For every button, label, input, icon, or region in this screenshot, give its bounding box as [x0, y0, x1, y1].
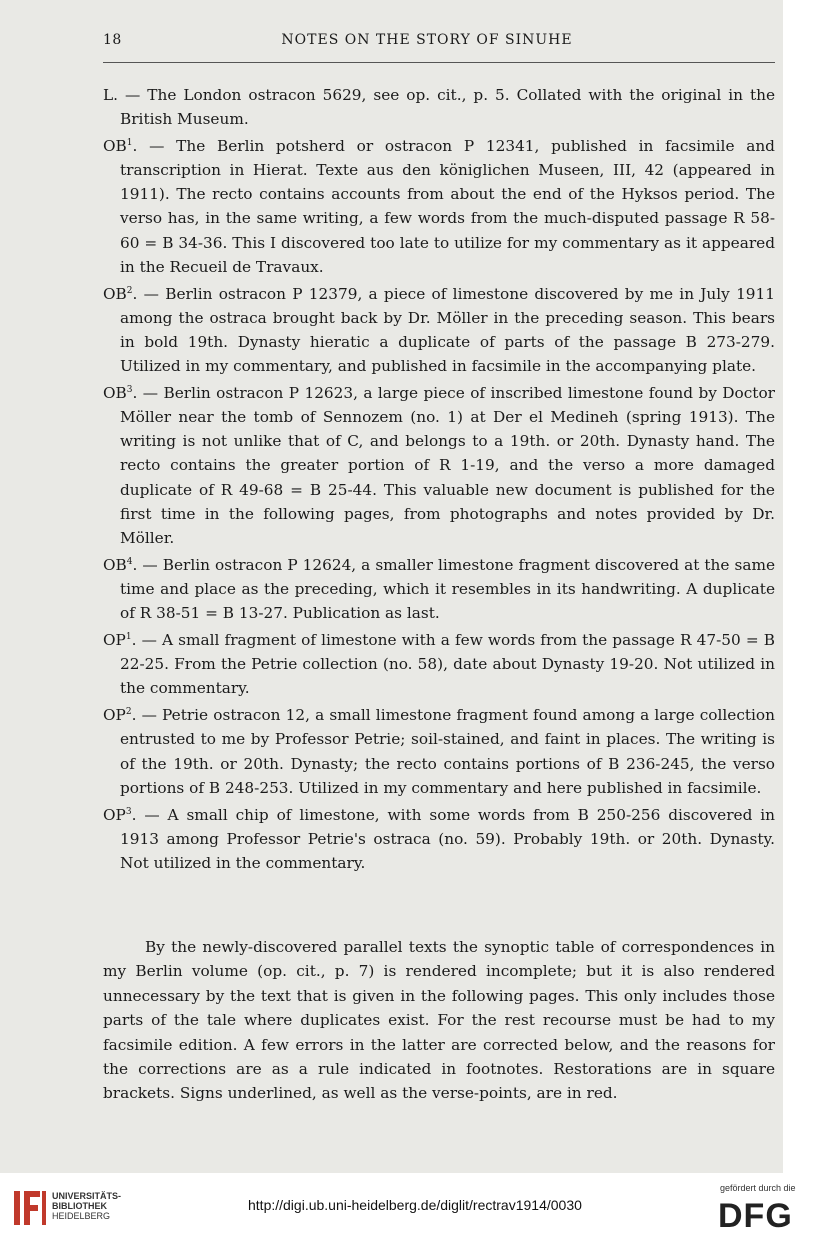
siglum-entry-l: L. — The London ostracon 5629, see op. cit., p. 5. Collated with the original in the British Museum.	[103, 86, 775, 129]
entry-text: Berlin ostracon P 12623, a large piece of inscribed limestone found by Doctor Möller near the tomb of Sennozem (no. 1) at Der el Medineh (spring 1913). The writing is not unlike that of C, and belongs to a 19th. or 20th. Dynasty hand. The recto contains the greater portion of R 1-19, and the verso a more damaged duplicate of R 49-68 = B 25-44. This valuable new document is published for the first time in the following pages, from photographs and notes provided by Dr. Möller.	[120, 384, 775, 547]
siglum: $OP^2$.	[103, 706, 137, 725]
running-title: NOTES ON THE STORY OF SINUHE	[281, 32, 573, 48]
permalink[interactable]: http://digi.ub.uni-heidelberg.de/diglit/rectrav1914/0030	[248, 1197, 582, 1213]
page-number: 18	[103, 32, 122, 48]
running-header	[103, 30, 751, 56]
sigla-list	[103, 80, 775, 875]
entry-text: Berlin ostracon P 12624, a smaller limestone fragment discovered at the same time and place as the preceding, which it resembles in its handwriting. A duplicate of R 38-51 = B 13-27. Publication as last.	[120, 555, 776, 622]
library-name: UNIVERSITÄTS- BIBLIOTHEK HEIDELBERG	[52, 1191, 122, 1221]
entry-text: The Berlin potsherd or ostracon P 12341, published in facsimile and transcription in Hierat. Texte aus den königlichen Museen, III, 42 (appeared in 1911). The recto contains accounts from about the end of the Hyksos period. The verso has, in the same writing, a few words from the much-disputed passage R 58-60 = B 34-36. This I discovered too late to utilize for my commentary as it appeared in the Recueil de Travaux.	[120, 137, 775, 276]
siglum: $OB^2$.	[103, 284, 138, 303]
siglum: $OP^3$.	[103, 805, 137, 824]
siglum: $OB^1$.	[103, 137, 138, 156]
entry-text: A small chip of limestone, with some words from B 250-256 discovered in 1913 among Professor Petrie's ostraca (no. 59). Probably 19th. or 20th. Dynasty. Not utilized in the commentary.	[120, 805, 775, 872]
closing-paragraph: By the newly-discovered parallel texts the synoptic table of correspondences in my Berlin volume (op. cit., p. 7) is rendered incomplete; but it is also rendered unnecessary by the text that is given in the following pages. This only includes those parts of the tale where duplicates exist. For the rest recourse must be had to my facsimile edition. A few errors in the latter are corrected below, and the reasons for the corrections are as a rule indicated in footnotes. Restorations are in square brackets. Signs underlined, as well as the verse-points, are in red.	[103, 938, 775, 1103]
funding-note: gefördert durch die	[720, 1183, 796, 1193]
siglum: $OP^1$.	[103, 631, 137, 650]
entry-text: The London ostracon 5629, see op. cit., p. 5. Collated with the original in the British Museum.	[120, 86, 775, 129]
siglum: $OB^4$.	[103, 555, 138, 574]
scan-margin	[783, 0, 814, 1173]
entry-text: Petrie ostracon 12, a small limestone fragment found among a large collection entrusted to me by Professor Petrie; soil-stained, and faint in places. The writing is of the 19th. or 20th. Dynasty; the recto contains portions of B 236-245, the verso portions of B 248-253. Utilized in my commentary and here published in facsimile.	[120, 706, 775, 797]
siglum-entry-ob3: $OB^3$. — Berlin ostracon P 12623, a large piece of inscribed limestone found by Doctor Möller near the tomb of Sennozem (no. 1) at Der el Medineh (spring 1913). The writing is not unlike that of C, and belongs to a 19th. or 20th. Dynasty hand. The recto contains the greater portion of R 1-19, and the verso a more damaged duplicate of R 49-68 = B 25-44. This valuable new document is published for the first time in the following pages, from photographs and notes provided by Dr. Möller.	[103, 384, 775, 547]
siglum-entry-op3: $OP^3$. — A small chip of limestone, with some words from B 250-256 discovered in 1913 among Professor Petrie's ostraca (no. 59). Probably 19th. or 20th. Dynasty. Not utilized in the commentary.	[103, 805, 775, 872]
entry-text: Berlin ostracon P 12379, a piece of limestone discovered by me in July 1911 among the ostraca brought back by Dr. Möller in the preceding season. This bears in bold 19th. Dynasty hieratic a duplicate of parts of the passage B 273-279. Utilized in my commentary, and published in facsimile in the accompanying plate.	[120, 284, 775, 376]
siglum-entry-ob2: $OB^2$. — Berlin ostracon P 12379, a piece of limestone discovered by me in July 1911 among the ostraca brought back by Dr. Möller in the preceding season. This bears in bold 19th. Dynasty hieratic a duplicate of parts of the passage B 273-279. Utilized in my commentary, and published in facsimile in the accompanying plate.	[103, 284, 775, 376]
siglum-entry-ob4: $OB^4$. — Berlin ostracon P 12624, a smaller limestone fragment discovered at the same time and place as the preceding, which it resembles in its handwriting. A duplicate of R 38-51 = B 13-27. Publication as last.	[103, 555, 776, 622]
university-library-logo-icon	[10, 1187, 50, 1229]
siglum-entry-op1: $OP^1$. — A small fragment of limestone with a few words from the passage R 47-50 = B 22-25. From the Petrie collection (no. 58), date about Dynasty 19-20. Not utilized in the commentary.	[103, 631, 776, 698]
siglum: $OB^3$.	[103, 384, 138, 403]
entry-text: A small fragment of limestone with a few words from the passage R 47-50 = B 22-25. From the Petrie collection (no. 58), date about Dynasty 19-20. Not utilized in the commentary.	[120, 631, 776, 698]
siglum: L.	[103, 86, 119, 104]
siglum-entry-ob1: $OB^1$. — The Berlin potsherd or ostracon P 12341, published in facsimile and transcription in Hierat. Texte aus den königlichen Museen, III, 42 (appeared in 1911). The recto contains accounts from about the end of the Hyksos period. The verso has, in the same writing, a few words from the much-disputed passage R 58-60 = B 34-36. This I discovered too late to utilize for my commentary as it appeared in the Recueil de Travaux.	[103, 137, 775, 276]
digitization-footer	[0, 1173, 814, 1237]
dfg-logo: DFG	[718, 1197, 793, 1235]
siglum-entry-op2: $OP^2$. — Petrie ostracon 12, a small limestone fragment found among a large collection entrusted to me by Professor Petrie; soil-stained, and faint in places. The writing is of the 19th. or 20th. Dynasty; the recto contains portions of B 236-245, the verso portions of B 248-253. Utilized in my commentary and here published in facsimile.	[103, 706, 775, 797]
header-rule	[103, 62, 775, 63]
